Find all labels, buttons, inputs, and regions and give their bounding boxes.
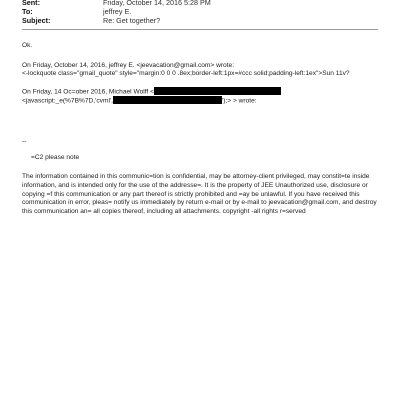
quote1-line2: <-lockquote class="gmail_quote" style="margin:0 0 0 .8ex;border-left:1px=#ccc solid;padding-left:1ex">Sun 11v? [22,70,350,77]
quote2-line2-tail: ');> > wrote: [222,97,257,105]
quote2-line1-text: On Friday, 14 Oc=ober 2016, Michael Wolff < [22,88,154,96]
note-text: =C2 please note [31,154,80,161]
redaction-box [113,96,222,104]
quote2-line2-text: <javascript:_e(%7B%7D,'cvml', [22,97,114,105]
subject-label: Subject: [22,16,51,25]
confidentiality-disclaimer: The information contained in this communic=tion is confidential, may be attorney-client privileged, may constit=te inside information, and is intended only for the use of the addresse=. It is the property of JEE Unauthorized use, disclosure or copying =f this communication or any part thereof is strictly prohibited and =ay be unlawful. If you have received this communication in error, pleas= notify us immediately by return e-mail or by e-mail to jeevacation@gmail.com, and destroy this communication an= all copies thereof, including all attachments. copyright -all rights r=served [22,173,377,216]
quote1-line1: On Friday, October 14, 2016, jeffrey E. <jeevacation@gmail.com> wrote: [22,62,235,69]
to-value: jeffrey E. [103,7,132,16]
header-divider [22,29,378,30]
subject-row [22,16,160,25]
sent-value: Friday, October 14, 2016 5:28 PM [103,0,211,7]
reply-text: Ok. [22,42,33,49]
to-label: To: [22,7,33,16]
signature-separator: -- [22,138,27,145]
quote2-line2 [22,96,257,106]
redaction-box [154,87,281,95]
subject-value: Re: Get together? [103,16,161,25]
sent-row [22,0,211,7]
sent-label: Sent: [22,0,40,7]
to-row [22,7,131,16]
